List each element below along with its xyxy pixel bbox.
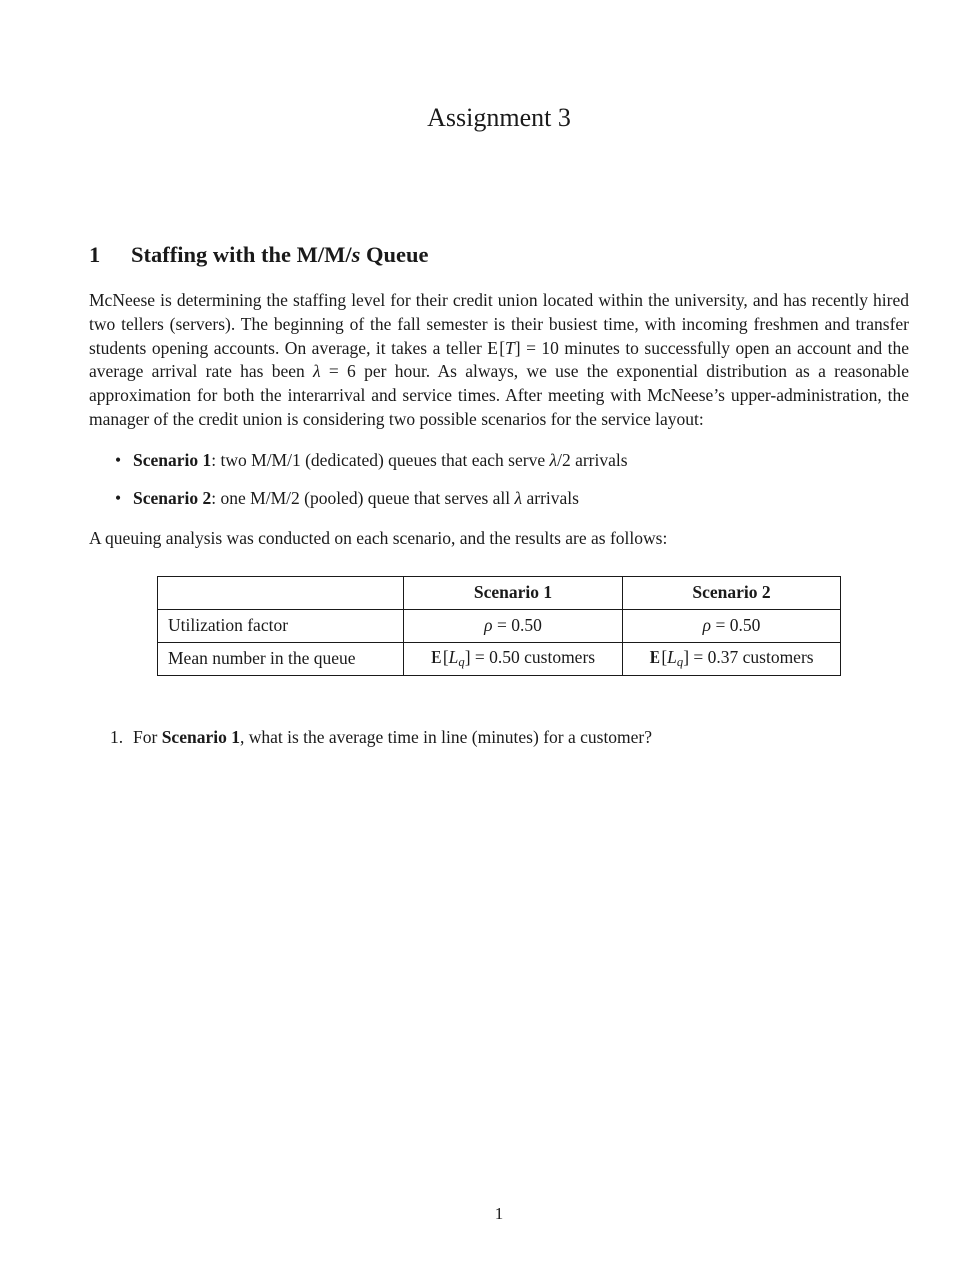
- question-1: [89, 726, 909, 750]
- utilization-scenario-1-value: ρ = 0.50: [404, 609, 623, 642]
- list-item-scenario-2: [89, 487, 909, 511]
- results-table: [157, 576, 841, 676]
- table-header-scenario-2: Scenario 2: [623, 576, 841, 609]
- document-title: Assignment 3: [427, 103, 571, 132]
- table-header-scenario-1: Scenario 1: [404, 576, 623, 609]
- section-title: Staffing with the M/M/s Queue: [131, 241, 429, 267]
- table-row-mean-queue: [158, 642, 841, 675]
- table-header-empty: [158, 576, 404, 609]
- list-item-scenario-1: [89, 449, 909, 473]
- section-heading: [89, 243, 909, 268]
- utilization-scenario-2-value: ρ = 0.50: [623, 609, 841, 642]
- scenario-list: [89, 449, 909, 511]
- mean-queue-scenario-2-value: E[Lq] = 0.37 customers: [623, 642, 841, 675]
- mean-queue-scenario-1-value: E[Lq] = 0.50 customers: [404, 642, 623, 675]
- analysis-paragraph: A queuing analysis was conducted on each scenario, and the results are as follows:: [89, 527, 668, 548]
- scenario-1-text: Scenario 1: two M/M/1 (dedicated) queues that each serve λ/2 arrivals: [133, 449, 628, 470]
- bullet-icon: •: [115, 488, 122, 509]
- table-header-row: [158, 576, 841, 609]
- scenario-2-text: Scenario 2: one M/M/2 (pooled) queue that serves all λ arrivals: [133, 488, 579, 509]
- row-label-mean-queue: Mean number in the queue: [158, 642, 404, 675]
- intro-paragraph: McNeese is determining the staffing level for their credit union located within the university, and has recently hired two tellers (servers). The beginning of the fall semester is their busiest time, with incoming freshmen and transfer students opening accounts. On average, it takes a teller E[T] = 10 minutes to successfully open an account and the average arrival rate has been λ = 6 per hour. As always, we use the exponential distribution as a reasonable approximation for both the interarrival and service times. After meeting with McNeese’s upper-administration, the manager of the credit union is considering two possible scenarios for the service layout:: [89, 290, 909, 429]
- row-label-utilization: Utilization factor: [158, 609, 404, 642]
- question-text: For Scenario 1, what is the average time in line (minutes) for a customer?: [133, 726, 653, 747]
- bullet-icon: •: [115, 449, 122, 470]
- page-number: 1: [494, 1204, 504, 1223]
- question-number: 1.: [110, 726, 124, 747]
- table-row-utilization: [158, 609, 841, 642]
- section-number: 1: [89, 241, 101, 267]
